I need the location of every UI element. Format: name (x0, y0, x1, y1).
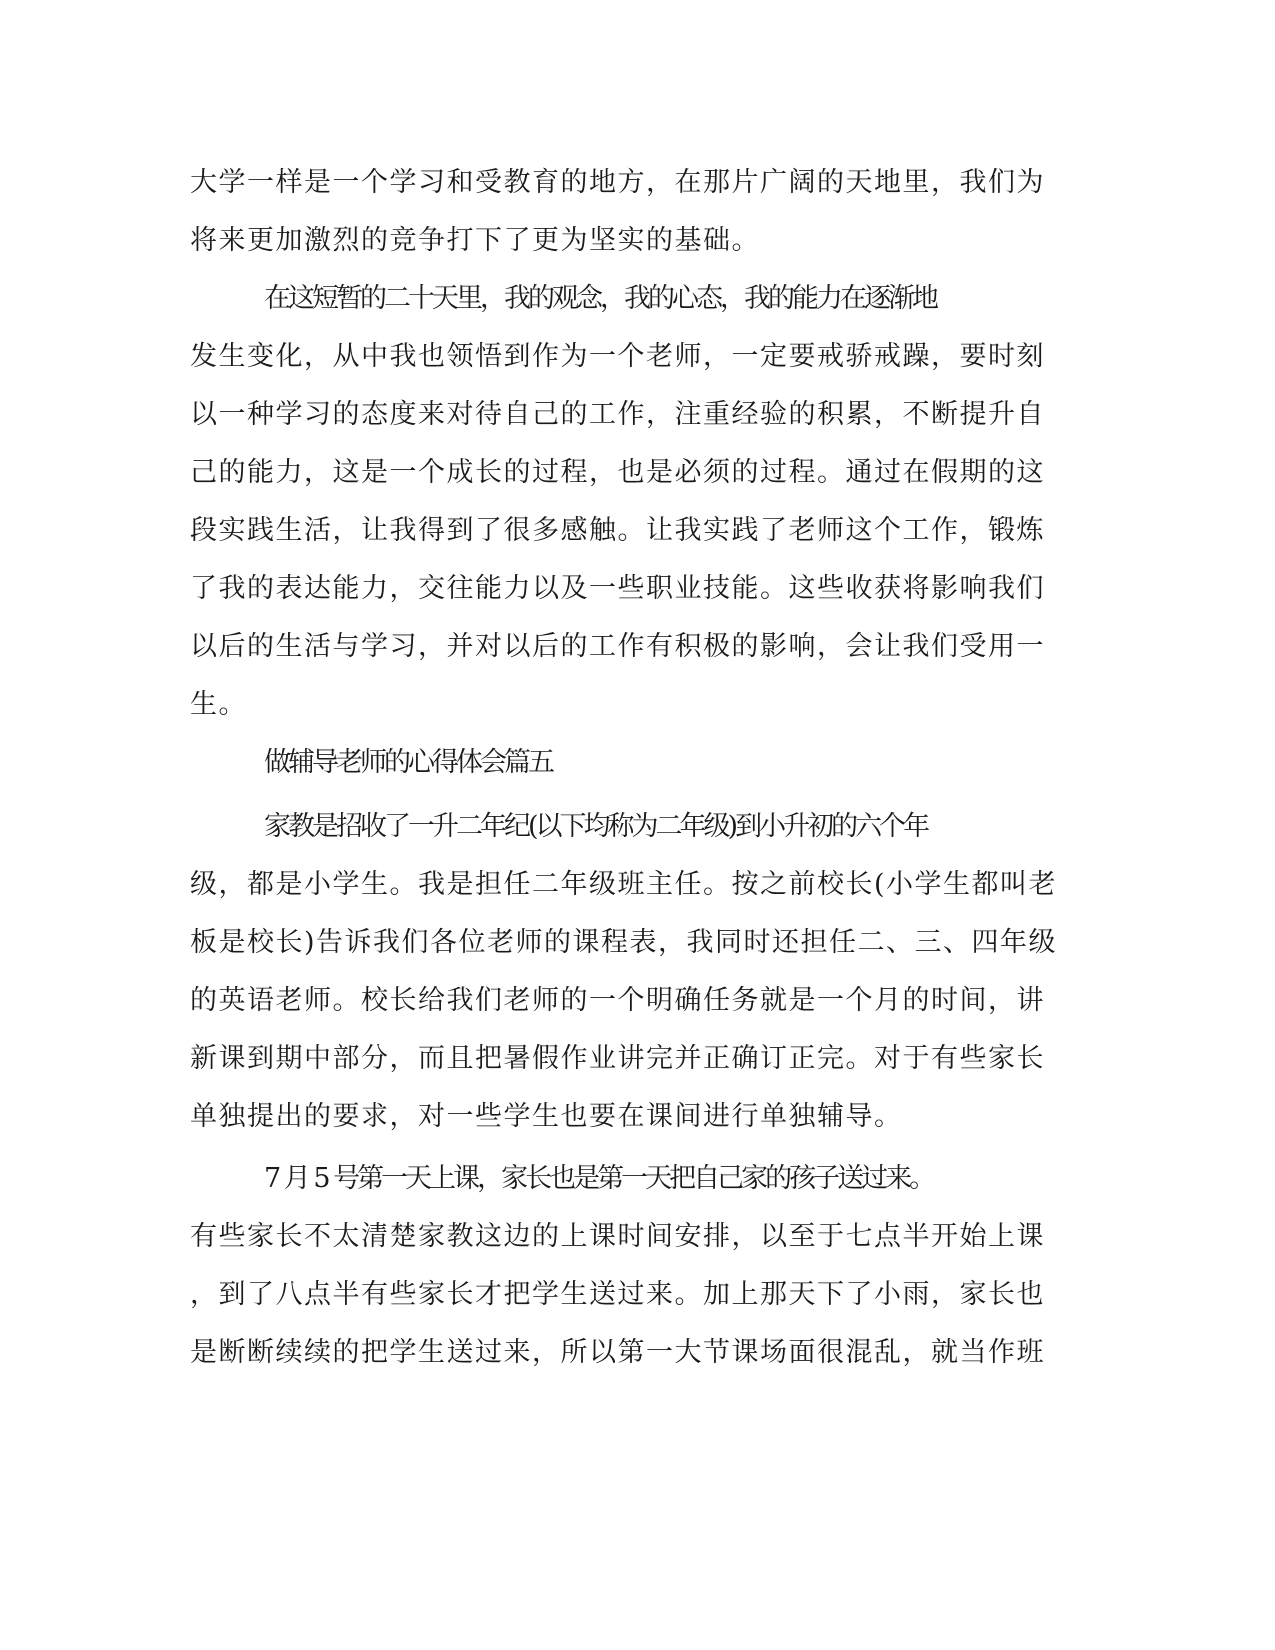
text-line: 的英语老师。校长给我们老师的一个明确任务就是一个月的时间，讲 (190, 985, 1045, 1016)
text-line: 以后的生活与学习，并对以后的工作有积极的影响，会让我们受用一 (190, 631, 1045, 662)
text-line: 级，都是小学生。我是担任二年级班主任。按之前校长(小学生都叫老 (190, 869, 1058, 900)
text-line: 将来更加激烈的竞争打下了更为坚实的基础。 (190, 225, 760, 256)
text-line: ，到了八点半有些家长才把学生送过来。加上那天下了小雨，家长也 (190, 1279, 1045, 1310)
paragraph-start-line: 在这短暂的二十天里，我的观念，我的心态，我的能力在逐渐地 (264, 283, 936, 314)
text-line: 大学一样是一个学习和受教育的地方，在那片广阔的天地里，我们为 (190, 167, 1045, 198)
text-line: 新课到期中部分，而且把暑假作业讲完并正确订正完。对于有些家长 (190, 1043, 1045, 1074)
text-line: 己的能力，这是一个成长的过程，也是必须的过程。通过在假期的这 (190, 457, 1045, 488)
paragraph-start-line: 家教是招收了一升二年纪(以下均称为二年级)到小升初的六个年 (264, 811, 928, 842)
text-line: 板是校长)告诉我们各位老师的课程表，我同时还担任二、三、四年级 (190, 927, 1058, 958)
text-line: 生。 (190, 689, 247, 720)
text-line: 单独提出的要求，对一些学生也要在课间进行单独辅导。 (190, 1101, 903, 1132)
text-line: 是断断续续的把学生送过来，所以第一大节课场面很混乱，就当作班 (190, 1337, 1045, 1368)
text-line: 发生变化，从中我也领悟到作为一个老师，一定要戒骄戒躁，要时刻 (190, 341, 1045, 372)
text-line: 以一种学习的态度来对待自己的工作，注重经验的积累，不断提升自 (190, 399, 1045, 430)
text-line: 段实践生活，让我得到了很多感触。让我实践了老师这个工作，锻炼 (190, 515, 1045, 546)
section-heading: 做辅导老师的心得体会篇五 (264, 747, 552, 778)
paragraph-start-line: 7 月 5 号第一天上课，家长也是第一天把自己家的孩子送过来。 (264, 1163, 934, 1194)
text-line: 有些家长不太清楚家教这边的上课时间安排，以至于七点半开始上课 (190, 1221, 1045, 1252)
text-line: 了我的表达能力，交往能力以及一些职业技能。这些收获将影响我们 (190, 573, 1045, 604)
